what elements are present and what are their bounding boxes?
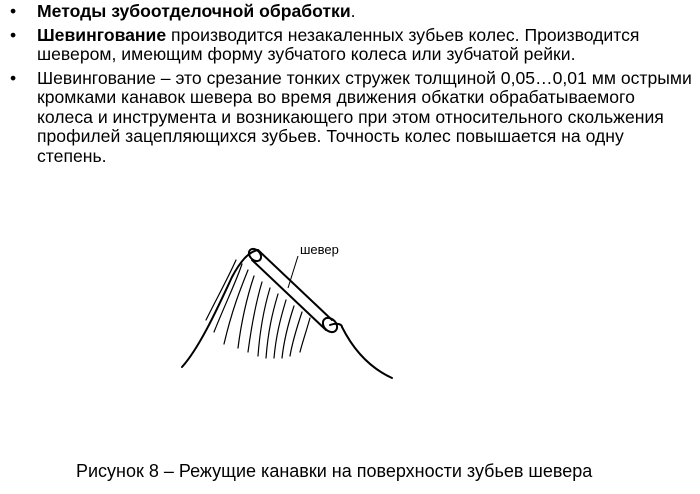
bullet-item-shaving-process <box>10 69 694 167</box>
groove-line <box>282 306 294 358</box>
groove-line <box>274 300 286 358</box>
bullet-text: производится незакаленных зубьев колес. Производится шевером, имеющим форму зубчатого колеса или зубчатой рейки. <box>37 24 640 64</box>
groove-line <box>300 318 310 352</box>
bullet-list <box>10 2 694 170</box>
groove-line <box>238 276 254 348</box>
shaver-tooth-drawing <box>170 232 410 392</box>
groove-line <box>266 294 278 358</box>
bullet-bold-text: Методы зубоотделочной обработки <box>37 1 351 21</box>
shaver-left-end <box>247 247 264 264</box>
bullet-marker: • <box>10 67 17 88</box>
bullet-marker: • <box>10 1 17 21</box>
bullet-text: . <box>350 1 356 21</box>
figure-caption: Рисунок 8 – Режущие канавки на поверхности зубьев шевера <box>76 461 593 481</box>
shaver-top-edge <box>258 250 332 320</box>
tooth-right-flank <box>342 327 392 378</box>
bullet-item-shaving-definition <box>10 26 694 65</box>
bullet-bold-text: Шевингование <box>37 24 167 45</box>
groove-line <box>258 288 270 356</box>
cutting-grooves <box>206 260 310 358</box>
tooth-left-flank <box>182 250 258 367</box>
bullet-marker: • <box>10 24 17 45</box>
bullet-item-methods <box>10 2 694 22</box>
bullet-text: Шевингование – это срезание тонких стружек толщиной 0,05…0,01 мм острыми кромками канавок шевера во время движения обкатки обрабатываемого колеса и инструмента и возникающего при этом относительного скольжения профилей зацепляющихся зубьев. Точность колес повышается на одну степень. <box>37 67 692 166</box>
shaver-label: шевер <box>300 242 339 257</box>
shaver-tooth-figure <box>170 232 410 392</box>
